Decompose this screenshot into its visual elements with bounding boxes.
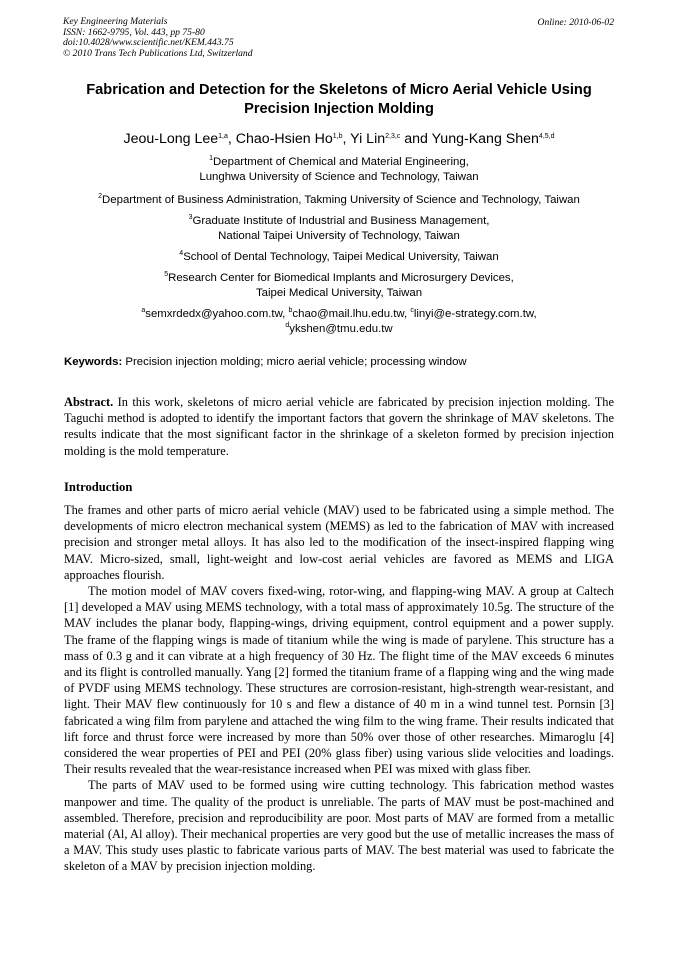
author-sup: 1,b bbox=[332, 133, 343, 140]
paragraph: The parts of MAV used to be formed using wire cutting technology. This fabrication method wastes manpower and time. The quality of the product is unreliable. The parts of MAV must be post-machined and assembled. Therefore, precision and reproducibility are poor. Most parts of MAV are formed from a metallic material (Al, Al alloy). Their mechanical properties are very good but the use of metallic increases the mass of a MAV. This study uses plastic to fabricate various parts of MAV. The best material was used to fabricate the skeleton of a MAV by precision injection molding. bbox=[64, 778, 614, 874]
publication-info bbox=[63, 17, 253, 59]
title-line-2: Precision Injection Molding bbox=[244, 101, 434, 117]
affiliation-2 bbox=[20, 193, 658, 208]
email-sup: a bbox=[141, 307, 146, 314]
author-sup: 1,a bbox=[218, 133, 228, 140]
affiliation-sup: 3 bbox=[188, 214, 193, 221]
copyright: © 2010 Trans Tech Publications Ltd, Switzerland bbox=[63, 47, 253, 59]
author-separator: , bbox=[342, 131, 351, 147]
author-list bbox=[30, 130, 648, 148]
email-b: chao@mail.lhu.edu.tw bbox=[292, 308, 405, 320]
doi: doi:10.4028/www.scientific.net/KEM.443.75 bbox=[63, 37, 234, 48]
author-name: Chao-Hsien Ho bbox=[235, 131, 333, 147]
affiliation-sup: 2 bbox=[98, 193, 103, 200]
abstract-label: Abstract. bbox=[64, 395, 114, 409]
affiliation-sup: 5 bbox=[164, 271, 169, 278]
affiliation-line: Department of Chemical and Material Engineering, bbox=[213, 156, 469, 168]
keywords-label: Keywords: bbox=[64, 356, 123, 368]
email-c: linyi@e-strategy.com.tw bbox=[413, 308, 534, 320]
affiliation-4 bbox=[20, 250, 658, 265]
title-line-1: Fabrication and Detection for the Skeletons of Micro Aerial Vehicle Using bbox=[86, 82, 592, 98]
affiliation-1 bbox=[20, 155, 658, 185]
affiliation-line: School of Dental Technology, Taipei Medical University, Taiwan bbox=[183, 251, 499, 263]
email-d: ykshen@tmu.edu.tw bbox=[289, 323, 393, 335]
affiliation-sup: 1 bbox=[209, 155, 214, 162]
email-a: semxrdedx@yahoo.com.tw bbox=[145, 308, 283, 320]
author-separator: and bbox=[400, 131, 432, 147]
affiliation-3 bbox=[20, 214, 658, 244]
introduction-body bbox=[64, 502, 614, 875]
affiliation-5 bbox=[20, 271, 658, 301]
affiliation-line: National Taipei University of Technology, Taiwan bbox=[218, 230, 460, 242]
online-date: Online: 2010-06-02 bbox=[537, 17, 614, 28]
affiliation-line: Lunghwa University of Science and Technology, Taiwan bbox=[199, 171, 479, 183]
paragraph: The frames and other parts of micro aerial vehicle (MAV) used to be fabricated using a simple method. The developments of micro electron mechanical system (MEMS) as led to the fabrication of MAV with increased precision and stronger metal alloys. It has also led to the modification of the insect-inspired flapping wing MAV. Micro-sized, small, light-weight and low-cost aerial vehicles are favored as MEMS and LIGA approaches flourish. bbox=[64, 503, 614, 582]
email-sup: d bbox=[285, 322, 290, 329]
paragraph: The motion model of MAV covers fixed-wing, rotor-wing, and flapping-wing MAV. A group at Caltech [1] developed a MAV using MEMS technology, with a total mass of approximately 10.5g. The structure of the MAV includes the planar body, flapping-wings, driving equipment, control equipment and a power supply. The frame of the flapping wings is made of titanium while the wing is made of parylene. This structure has a mass of 0.3 g and it can vibrate at a high frequency of 30 Hz. The flight time of the MAV exceeds 6 minutes and its flight is controlled manually. Yang [2] formed the titanium frame of a flapping wing and the wing made of PVDF using MEMS technology. These structures are corrosion-resistant, high-strength wear-resistant, and light. Their MAV flew continuously for 10 s and flew a distance of 40 m in a wind tunnel test. Pornsin [3] fabricated a wing film from parylene and attached the wing film to the wing frame. Their results indicated that lift force and thrust force were increased by more than 50% over those of other researches. Mimaroglu [4] considered the wear properties of PEI and PEI (20% glass fiber) using various slide velocities and loadings. Their results revealed that the wear-resistance increased when PEI was mixed with glass fiber. bbox=[64, 584, 614, 777]
affiliation-line: Taipei Medical University, Taiwan bbox=[255, 287, 423, 299]
author-name: Yung-Kang Shen bbox=[431, 131, 539, 147]
email-sup: b bbox=[288, 307, 293, 314]
author-name: Yi Lin bbox=[350, 131, 386, 147]
author-name: Jeou-Long Lee bbox=[123, 131, 219, 147]
paper-title bbox=[50, 81, 628, 119]
author-separator: , bbox=[227, 131, 236, 147]
email-list: $^a$semxrdedx@yahoo.com.tw, $^b$chao@mail.lhu.edu.tw, $^c$linyi@e-strategy.com.tw, $^d$ykshen@tmu.edu.tw bbox=[141, 307, 537, 335]
affiliation-line: Graduate Institute of Industrial and Business Management, bbox=[192, 215, 490, 227]
affiliation-line: Research Center for Biomedical Implants and Microsurgery Devices, bbox=[168, 272, 514, 284]
author-sup: 4,5,d bbox=[538, 133, 555, 140]
affiliation-sup: 4 bbox=[179, 250, 184, 257]
email-sup: c bbox=[410, 307, 414, 314]
author-sup: 2,3,c bbox=[385, 133, 401, 140]
issn: ISSN: 1662-9795, Vol. 443, pp 75-80 bbox=[63, 26, 205, 38]
section-heading: Introduction bbox=[64, 480, 133, 494]
keywords-text: Precision injection molding; micro aerial vehicle; processing window bbox=[125, 356, 467, 368]
abstract-text: In this work, skeletons of micro aerial vehicle are fabricated by precision injection molding. The Taguchi method is adopted to identify the important factors that govern the shrinkage of MAV skeletons. The results indicate that the most significant factor in the shrinkage of a skeleton formed by precision injection molding is the mold temperature. bbox=[64, 395, 614, 458]
affiliation-line: Department of Business Administration, Takming University of Science and Technology, Taiwan bbox=[102, 194, 580, 206]
journal-name: Key Engineering Materials bbox=[63, 16, 168, 27]
abstract bbox=[64, 394, 614, 459]
keywords bbox=[64, 356, 616, 368]
